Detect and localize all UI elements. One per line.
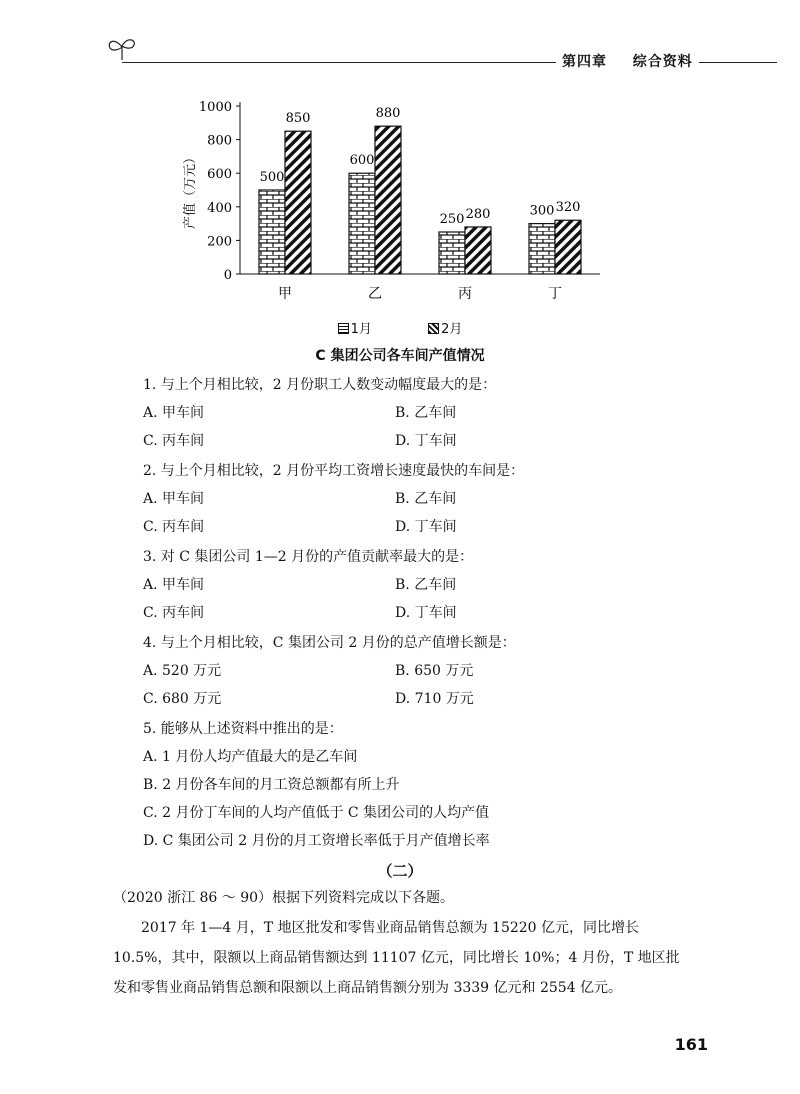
y-tick-label: 400 xyxy=(207,200,232,216)
y-tick-label: 200 xyxy=(207,234,232,250)
question-option: D. 丁车间 xyxy=(395,605,457,621)
legend-item-jan xyxy=(338,318,372,337)
bar-value-label: 280 xyxy=(465,206,491,222)
question-option: B. 乙车间 xyxy=(395,405,457,421)
x-tick-label: 乙 xyxy=(368,286,382,302)
section-title: （二） xyxy=(377,862,423,880)
bar-value-label: 880 xyxy=(375,106,401,122)
y-tick-label: 0 xyxy=(223,268,232,283)
x-tick-label: 甲 xyxy=(278,286,292,302)
question-option: B. 乙车间 xyxy=(395,491,457,507)
passage-text: 2017 年 1—4 月，T 地区批发和零售业商品销售总额为 15220 亿元，同比增长 10.5%，其中，限额以上商品销售额达到 11107 亿元，同比增长 10%；4 月份，T 地区批发和零售业商品销售总额和限额以上商品销售额分别为 3339 亿元和 2554 亿元。 xyxy=(113,920,680,996)
chart-legend xyxy=(0,318,800,337)
question-option: A. 甲车间 xyxy=(143,405,205,421)
bar-feb xyxy=(555,220,581,274)
bar-jan xyxy=(439,232,465,274)
legend-item-feb xyxy=(428,318,462,337)
passage-block xyxy=(113,883,693,1003)
bar-jan xyxy=(349,173,375,274)
y-tick-label: 800 xyxy=(207,133,232,149)
question-option: C. 680 万元 xyxy=(143,691,222,707)
bar-feb xyxy=(375,126,401,274)
question-option: B. 650 万元 xyxy=(395,663,474,679)
bar-value-label: 850 xyxy=(285,111,311,127)
bar-value-label: 250 xyxy=(439,212,465,227)
x-tick-label: 丁 xyxy=(548,286,562,302)
legend-swatch-jan xyxy=(338,323,349,334)
intro-text: （2020 浙江 86 ～ 90）根据下列资料完成以下各题。 xyxy=(113,890,455,906)
question-stem: 2. 与上个月相比较，2 月份平均工资增长速度最快的车间是： xyxy=(143,463,525,479)
question-option: C. 2 月份丁车间的人均产值低于 C 集团公司的人均产值 xyxy=(143,805,490,821)
legend-swatch-feb xyxy=(428,323,439,334)
question-option: A. 520 万元 xyxy=(143,663,222,679)
question-option: B. 2 月份各车间的月工资总额都有所上升 xyxy=(143,777,400,793)
y-axis-label: 产值（万元） xyxy=(183,150,198,230)
x-tick-label: 丙 xyxy=(458,286,472,302)
bar-chart xyxy=(180,95,620,305)
y-tick-label: 1000 xyxy=(198,100,232,115)
question-stem: 3. 对 C 集团公司 1—2 月份的产值贡献率最大的是： xyxy=(143,549,474,565)
bar-value-label: 600 xyxy=(349,153,375,169)
question-option: D. 710 万元 xyxy=(395,691,474,707)
question-option: A. 甲车间 xyxy=(143,577,205,593)
page-number: 161 xyxy=(674,1035,708,1054)
question-option: A. 甲车间 xyxy=(143,491,205,507)
sprout-icon xyxy=(104,32,140,62)
bar-value-label: 500 xyxy=(259,170,285,185)
bar-feb xyxy=(285,131,311,274)
question-stem: 4. 与上个月相比较，C 集团公司 2 月份的总产值增长额是： xyxy=(143,635,516,651)
question-stem: 1. 与上个月相比较，2 月份职工人数变动幅度最大的是： xyxy=(143,377,497,393)
bar-jan xyxy=(529,224,555,274)
bar-feb xyxy=(465,227,491,274)
question-option: D. C 集团公司 2 月份的月工资增长率低于月产值增长率 xyxy=(143,833,490,849)
y-tick-label: 600 xyxy=(207,167,232,183)
bar-jan xyxy=(259,190,285,274)
legend-label-jan: 1月 xyxy=(350,322,372,337)
question-option: D. 丁车间 xyxy=(395,519,457,535)
chart-title: C 集团公司各车间产值情况 xyxy=(315,348,485,364)
question-option: C. 丙车间 xyxy=(143,519,205,535)
question-option: C. 丙车间 xyxy=(143,605,205,621)
legend-label-feb: 2月 xyxy=(441,322,463,337)
header-section-label: 综合资料 xyxy=(632,54,693,70)
question-stem: 5. 能够从上述资料中推出的是： xyxy=(143,721,343,737)
question-option: C. 丙车间 xyxy=(143,433,205,449)
bar-value-label: 320 xyxy=(555,200,581,216)
header-chapter xyxy=(556,51,699,71)
header-chapter-label: 第四章 xyxy=(562,54,607,70)
bar-value-label: 300 xyxy=(529,203,555,219)
question-option: D. 丁车间 xyxy=(395,433,457,449)
question-option: A. 1 月份人均产值最大的是乙车间 xyxy=(143,749,358,765)
question-option: B. 乙车间 xyxy=(395,577,457,593)
